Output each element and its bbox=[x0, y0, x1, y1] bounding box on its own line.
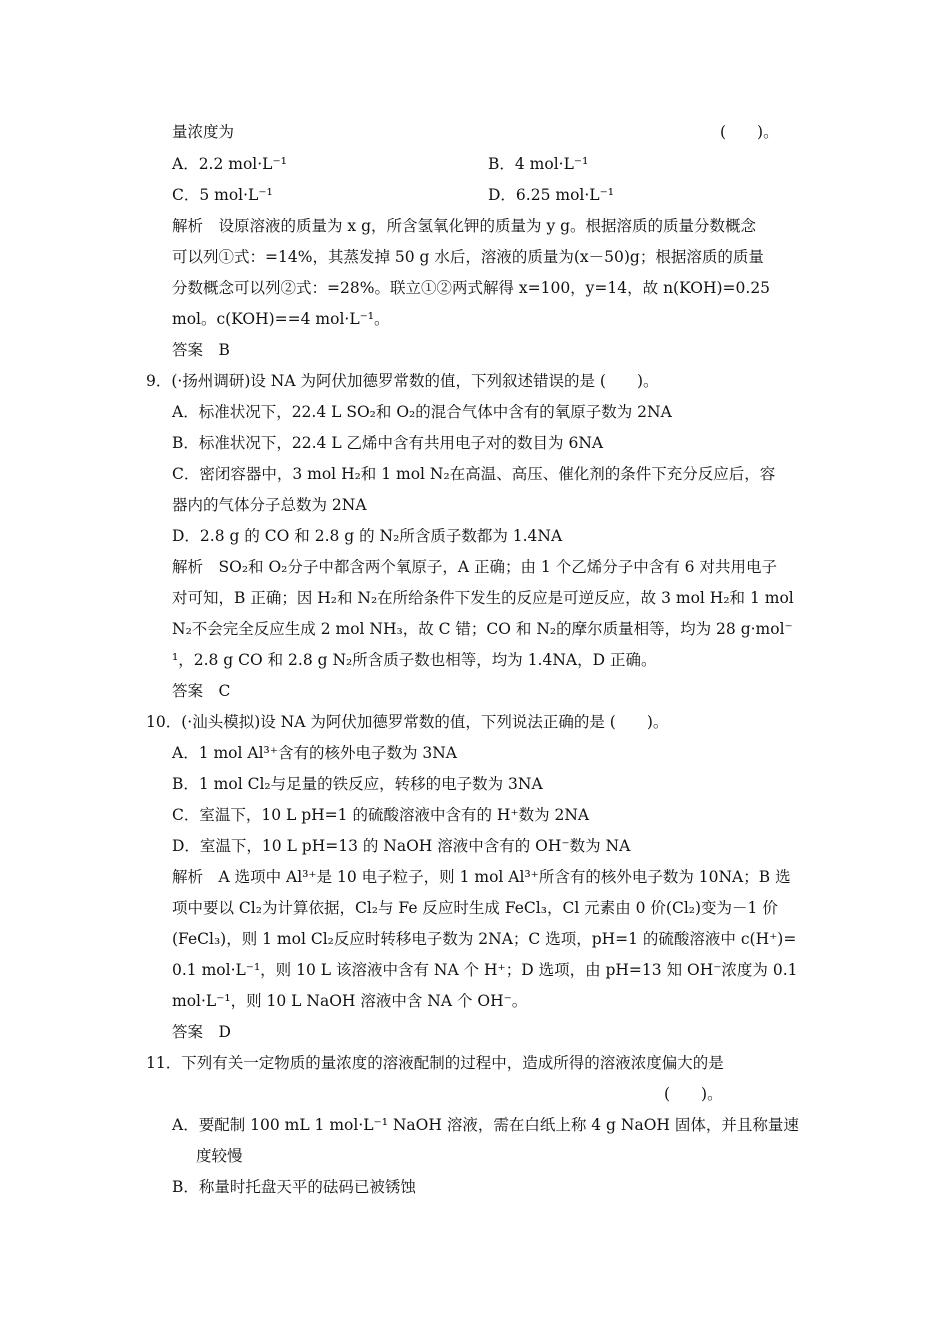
analysis-line: mol。c(KOH)==4 mol·L⁻¹。 bbox=[172, 310, 390, 328]
option-c: C．室温下，10 L pH=1 的硫酸溶液中含有的 H⁺数为 2NA bbox=[172, 806, 590, 824]
option-c: C．5 mol·L⁻¹ bbox=[172, 186, 273, 204]
text-line: 量浓度为 bbox=[172, 123, 235, 141]
option-c-cont: 器内的气体分子总数为 2NA bbox=[172, 496, 367, 514]
analysis-line: (FeCl₃)，则 1 mol Cl₂反应时转移电子数为 2NA；C 选项，pH=1 的硫酸溶液中 c(H⁺)= bbox=[172, 930, 797, 948]
answer-line: 答案 B bbox=[172, 341, 230, 359]
question-10: 10．(·汕头模拟)设 NA 为阿伏加德罗常数的值，下列说法正确的是 ( )。 bbox=[146, 713, 669, 731]
analysis-line: 可以列①式：=14%，其蒸发掉 50 g 水后，溶液的质量为(x－50)g；根据溶质的质量 bbox=[172, 248, 764, 266]
analysis-line: 解析 A 选项中 Al³⁺是 10 电子粒子，则 1 mol Al³⁺所含有的核外电子数为 10NA；B 选 bbox=[172, 868, 791, 886]
analysis-line: 0.1 mol·L⁻¹，则 10 L 该溶液中含有 NA 个 H⁺；D 选项，由 pH=13 知 OH⁻浓度为 0.1 bbox=[172, 961, 798, 979]
option-b: B．4 mol·L⁻¹ bbox=[488, 155, 589, 173]
answer-line: 答案 D bbox=[172, 1023, 231, 1041]
option-a: A．1 mol Al³⁺含有的核外电子数为 3NA bbox=[172, 744, 457, 762]
option-d: D．2.8 g 的 CO 和 2.8 g 的 N₂所含质子数都为 1.4NA bbox=[172, 527, 563, 545]
answer-bracket: ( )。 bbox=[664, 1085, 723, 1103]
analysis-line: 项中要以 Cl₂为计算依据，Cl₂与 Fe 反应时生成 FeCl₃，Cl 元素由 0 价(Cl₂)变为－1 价 bbox=[172, 899, 778, 917]
option-a-cont: 度较慢 bbox=[196, 1147, 243, 1165]
option-a: A．要配制 100 mL 1 mol·L⁻¹ NaOH 溶液，需在白纸上称 4 g NaOH 固体，并且称量速 bbox=[172, 1116, 799, 1134]
analysis-line: 对可知，B 正确；因 H₂和 N₂在所给条件下发生的反应是可逆反应，故 3 mol H₂和 1 mol bbox=[172, 589, 794, 607]
analysis-line: ¹，2.8 g CO 和 2.8 g N₂所含质子数也相等，均为 1.4NA，D 正确。 bbox=[172, 651, 657, 669]
option-b: B．标准状况下，22.4 L 乙烯中含有共用电子对的数目为 6NA bbox=[172, 434, 604, 452]
analysis-line: 解析 设原溶液的质量为 x g，所含氢氧化钾的质量为 y g。根据溶质的质量分数概念 bbox=[172, 217, 757, 235]
analysis-line: N₂不会完全反应生成 2 mol NH₃，故 C 错；CO 和 N₂的摩尔质量相等，均为 28 g·mol⁻ bbox=[172, 620, 793, 638]
question-9: 9．(·扬州调研)设 NA 为阿伏加德罗常数的值，下列叙述错误的是 ( )。 bbox=[146, 372, 659, 390]
question-11: 11．下列有关一定物质的量浓度的溶液配制的过程中，造成所得的溶液浓度偏大的是 bbox=[146, 1054, 724, 1072]
option-a: A．标准状况下，22.4 L SO₂和 O₂的混合气体中含有的氧原子数为 2NA bbox=[172, 403, 672, 421]
option-d: D．6.25 mol·L⁻¹ bbox=[488, 186, 614, 204]
analysis-line: 分数概念可以列②式：=28%。联立①②两式解得 x=100，y=14，故 n(KOH)=0.25 bbox=[172, 279, 771, 297]
option-b: B．称量时托盘天平的砝码已被锈蚀 bbox=[172, 1178, 416, 1196]
option-d: D．室温下，10 L pH=13 的 NaOH 溶液中含有的 OH⁻数为 NA bbox=[172, 837, 631, 855]
answer-bracket: ( )。 bbox=[720, 123, 779, 141]
analysis-line: mol·L⁻¹，则 10 L NaOH 溶液中含 NA 个 OH⁻。 bbox=[172, 992, 528, 1010]
option-b: B．1 mol Cl₂与足量的铁反应，转移的电子数为 3NA bbox=[172, 775, 543, 793]
answer-line: 答案 C bbox=[172, 682, 231, 700]
analysis-line: 解析 SO₂和 O₂分子中都含两个氧原子，A 正确；由 1 个乙烯分子中含有 6 对共用电子 bbox=[172, 558, 777, 576]
option-c: C．密闭容器中，3 mol H₂和 1 mol N₂在高温、高压、催化剂的条件下充分反应后，容 bbox=[172, 465, 776, 483]
option-a: A．2.2 mol·L⁻¹ bbox=[172, 155, 287, 173]
